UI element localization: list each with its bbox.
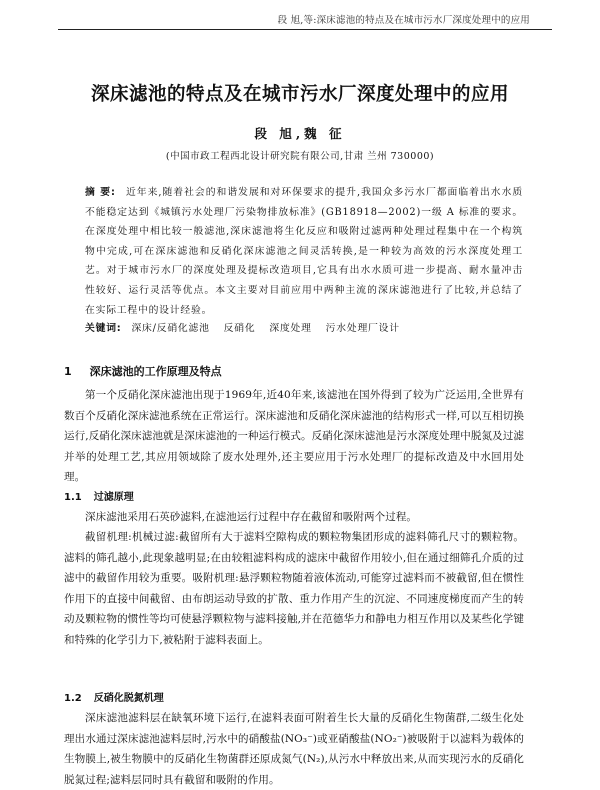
- abstract-label: 摘 要:: [85, 187, 116, 198]
- article-title: 深床滤池的特点及在城市污水厂深度处理中的应用: [90, 84, 509, 105]
- paragraph: 深床滤池采用石英砂滤料,在滤池运行过程中存在截留和吸附两个过程。: [85, 511, 418, 523]
- paragraph: 截留机理:机械过滤:截留所有大于滤料空隙构成的颗粒物集团形成的滤料筛孔尺寸的颗粒物。滤料的筛孔越小,此现象越明显;在由较粗滤料构成的滤床中截留作用较小,但在通过细筛孔介质的过滤中的截留作用较为重要。吸附机理:悬浮颗粒物随着液体流动,可能穿过滤料而不被截留,但在惯性作用下的直接中间截留、由布朗运动导致的扩散、重力作用产生的沉淀、不同速度梯度而产生的转动及颗粒物的惯性等均可使悬浮颗粒物与滤料接触,并在范德华力和静电力相互作用以及某些化学键和特殊的化学引力下,被粘附于滤料表面上。: [64, 531, 524, 646]
- keyword-item: 污水处理厂设计: [325, 323, 400, 334]
- keywords-label: 关键词:: [85, 323, 122, 334]
- paragraph: 深床滤池滤料层在缺氧环境下运行,在滤料表面可附着生长大量的反硝化生物菌群,二级生化处理出水通过深床滤池滤料层时,污水中的硝酸盐(NO₃⁻)或亚硝酸盐(NO₂⁻)被吸附于以滤料为载体的生物膜上,被生物膜中的反硝化生物菌群还原成氮气(N₂),从污水中释放出来,从而实现污水的反硝化脱氮过程;滤料层同时具有截留和吸附的作用。: [64, 712, 524, 786]
- abstract: [85, 183, 523, 320]
- article-affiliation: (中国市政工程西北设计研究院有限公司,甘肃 兰州 730000): [165, 151, 435, 162]
- section-1-intro: 第一个反硝化深床滤池出现于1969年,近40年来,该滤池在国外得到了较为广泛运用,全世界有数百个反硝化深床滤池系统在正常运行。深床滤池和反硝化深床滤池的结构形式一样,可以互相切换运行,反硝化深床滤池就是深床滤池的一种运行模式。反硝化深床滤池是污水深度处理中脱氮及过滤并举的处理工艺,其应用领域除了废水处理外,还主要应用于污水处理厂的提标改造及中水回用处理。: [64, 389, 524, 484]
- keyword-item: 反硝化: [223, 323, 256, 334]
- keyword-item: 深床/反硝化滤池: [131, 323, 210, 334]
- article-authors: 段 旭,魏 征: [254, 126, 346, 141]
- section-title: 深床滤池的工作原理及特点: [89, 365, 222, 378]
- subsection-title: 过滤原理: [93, 492, 134, 503]
- subsection-1-1-heading: [64, 488, 134, 503]
- subsection-1-2-heading: [64, 689, 164, 704]
- subsection-number: 1.2: [64, 693, 82, 704]
- section-number: 1: [64, 365, 72, 378]
- abstract-text: 近年来,随着社会的和谐发展和对环保要求的提升,我国众多污水厂都面临着出水水质不能稳定达到《城镇污水处理厂污染物排放标准》(GB18918—2002)一级 A 标准的要求。在深度处理中相比较一般滤池,深床滤池将生化反应和吸附过滤两种处理过程集中在一个构筑物中完成,可在深床滤池和反硝化深床滤池之间灵活转换,是一种较为高效的污水深度处理工艺。对于城市污水厂的深度处理及提标改造项目,它具有出水水质可进一步提高、耐水量冲击性较好、运行灵活等优点。本文主要对目前应用中两种主流的深床滤池进行了比较,并总结了在实际工程中的设计经验。: [85, 187, 523, 316]
- subsection-number: 1.1: [64, 492, 82, 503]
- subsection-title: 反硝化脱氮机理: [93, 693, 164, 704]
- keywords: [85, 320, 523, 338]
- running-head: 段 旭,等:深床滤池的特点及在城市污水厂深度处理中的应用: [277, 15, 530, 26]
- keyword-item: 深度处理: [269, 323, 312, 334]
- header-rule: [58, 29, 552, 30]
- section-1-heading: [64, 363, 222, 379]
